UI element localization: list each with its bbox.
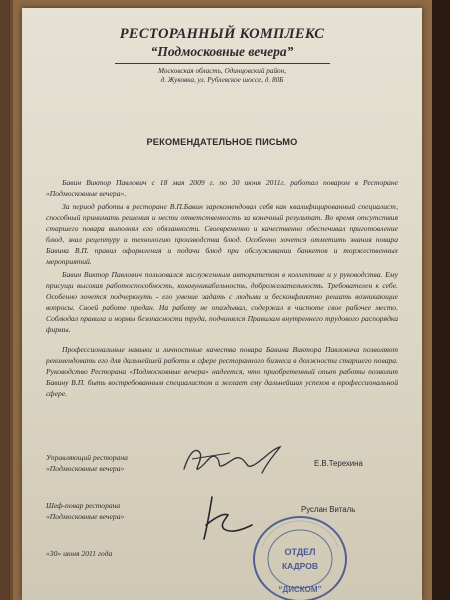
paragraph-4: Профессиональные навыки и личностные качества повара Бавина Виктора Павловича позволяют рекомендовать его для дальнейшей работы в сфере ресторанного бизнеса в должности старшего повара. Руководство Ресторана «Подмосковные вечера» надеется, что приобретенный опыт работы позволит Бавину В.П. быть востребованным специалистом и желает ему дальнейших успехов в профессиональной сфере. — [46, 345, 398, 398]
company-name: “Подмосковные вечера” — [150, 44, 294, 59]
manager-signature-icon — [176, 439, 296, 483]
chef-role — [46, 501, 124, 522]
company-type: РЕСТОРАННЫЙ КОМПЛЕКС — [119, 26, 325, 42]
stamp-center-line-1: ОТДЕЛ — [284, 547, 316, 557]
stamp-bottom-text: “ДИСКОМ” — [278, 585, 322, 594]
manager-role-line-2: «Подмосковные вечера» — [46, 463, 125, 473]
signature-section — [46, 401, 398, 600]
letter-body — [46, 177, 398, 399]
chef-name: Руслан Виталь — [301, 505, 356, 514]
address-line-1: Московская область, Одинцовский район, — [157, 67, 287, 75]
letter-date: «30» июня 2011 года — [46, 549, 113, 558]
document-title: РЕКОМЕНДАТЕЛЬНОЕ ПИСЬМО — [146, 137, 298, 147]
hr-stamp-icon — [244, 507, 356, 600]
manager-name: Е.В.Терехина — [314, 459, 363, 468]
address-line-2: д. Жуковка, ул. Рублевское шоссе, д. 80Б — [160, 76, 284, 84]
stamp-center-line-2: КАДРОВ — [281, 561, 319, 571]
paragraph-1: Бавин Виктор Павлович с 18 мая 2009 г. по 30 июня 2011г. работал поваром в Ресторане «Подмосковные вечера». — [46, 178, 398, 198]
paragraph-2: За период работы в ресторане В.П.Бавин зарекомендовал себя как квалифицированный специалист, способный принимать решения и нести ответственность за конечный результат. Во время отсутствия старшего повара выполнял его обязанности. Своевременно и качественно обеспечивал приготовление блюд, знал рецептуру и технологию производства блюд. Особенно хочется отметить знания повара Бавина В.П. правил оформления и подачи блюд при обслуживании банкетов и торжественных мероприятий. — [46, 202, 398, 266]
header-divider — [115, 63, 330, 64]
chef-role-line-1: Шеф-повар ресторана — [46, 501, 121, 510]
letter-paper — [22, 8, 422, 600]
manager-role-line-1: Управляющий ресторана — [46, 453, 128, 462]
chef-role-line-2: «Подмосковные вечера» — [46, 511, 125, 521]
manager-role — [46, 453, 128, 474]
letterhead — [46, 26, 398, 85]
paragraph-3: Бавин Виктор Павлович пользовался заслуженным авторитетом в коллективе и у руководства. Ему присущи высокая работоспособность, коммуникабельность, доброжелательность. Требователен к себе. Особенно хочется подчеркнуть - его умение задать с людьми и бесконфликтно решать возникающие вопросы. Своей работе предан. На работу не опаздывал, содержал в чистоте свое рабочее место. Соблюдал правила и нормы безопасности труда, подчинялся Правилам внутреннего трудового распорядка фирмы. — [46, 270, 398, 334]
